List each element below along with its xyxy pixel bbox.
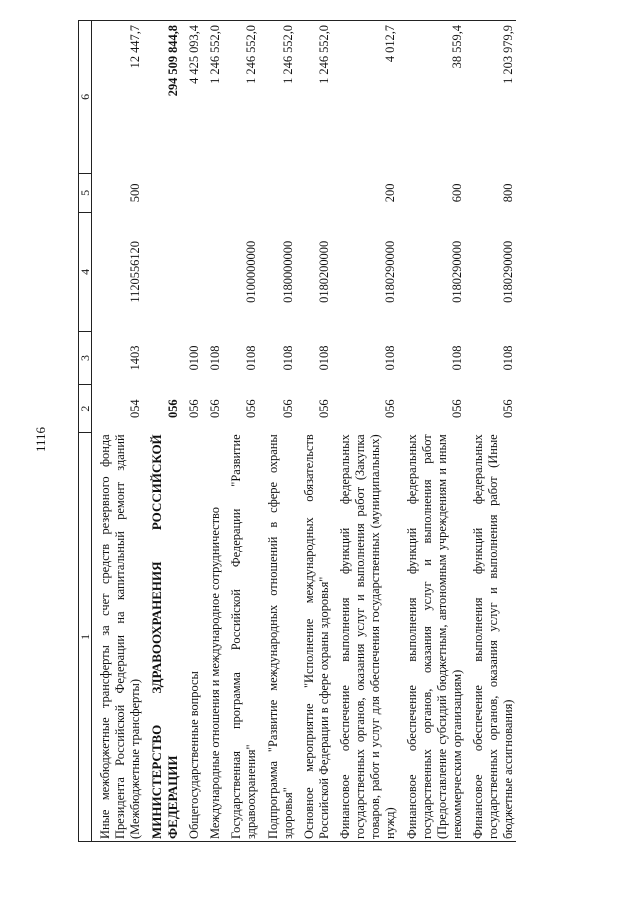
- target-article-code: 1120556120: [128, 241, 143, 303]
- section-code: 0108: [316, 345, 331, 371]
- row-name: Государственная программа Российской Федерации "Развитие здравоохранения": [223, 432, 259, 841]
- table-row: [92, 21, 144, 842]
- column-number-row: [79, 21, 92, 842]
- expense-type-code: [143, 173, 181, 212]
- target-article-code: [143, 213, 181, 331]
- expense-type-code: [296, 173, 332, 212]
- section-code: 0108: [244, 345, 259, 371]
- row-name: Иные межбюджетные трансферты за счет средств резервного фонда Президента Российской Федерации на капитальный ремонт зданий (Межбюджетные трансферты): [92, 432, 144, 841]
- row-amount: 1 246 552,0: [202, 21, 223, 174]
- column-number: 3: [79, 331, 92, 385]
- section-code: 0108: [280, 345, 295, 371]
- row-name: Общегосударственные вопросы: [181, 432, 202, 841]
- section-code: 0108: [208, 345, 223, 371]
- expense-type-code: 600: [449, 183, 464, 203]
- row-amount: 12 447,7: [92, 21, 144, 174]
- expense-type-code: [202, 173, 223, 212]
- table-row: [223, 21, 259, 842]
- row-amount: 4 012,7: [332, 21, 399, 174]
- section-code: [143, 331, 181, 385]
- row-amount: 1 246 552,0: [296, 21, 332, 174]
- ministry-code: 056: [244, 399, 259, 418]
- row-amount: 1 246 552,0: [223, 21, 259, 174]
- column-number: 4: [79, 213, 92, 331]
- column-number: 1: [79, 432, 92, 841]
- row-amount: 38 559,4: [399, 21, 466, 174]
- target-article-code: 0180000000: [280, 240, 295, 303]
- section-code: 0100: [187, 345, 202, 371]
- row-amount: 4 425 093,4: [181, 21, 202, 174]
- row-name: Финансовое обеспечение выполнения функций федеральных государственных органов, оказания услуг и выполнения работ (Закупка товаров, работ и услуг для обеспечения государственных (муниципальных) нужд): [332, 432, 399, 841]
- table-row: [260, 21, 296, 842]
- row-amount: 1 246 552,0: [260, 21, 296, 174]
- ministry-code: 054: [128, 399, 143, 418]
- expense-type-code: 500: [128, 183, 143, 203]
- ministry-code: 056: [501, 399, 516, 418]
- row-name: Подпрограмма "Развитие международных отношений в сфере охраны здоровья": [260, 432, 296, 841]
- rotated-table-frame: [45, 0, 640, 903]
- target-article-code: 0180290000: [449, 240, 464, 303]
- budget-table: [78, 20, 516, 842]
- table-row: [202, 21, 223, 842]
- target-article-code: 0180200000: [316, 240, 331, 303]
- expense-type-code: 200: [383, 183, 398, 203]
- section-code: 0108: [383, 345, 398, 371]
- table-row: [399, 21, 466, 842]
- ministry-code: 056: [383, 399, 398, 418]
- ministry-code: 056: [449, 399, 464, 418]
- column-number: 6: [79, 21, 92, 174]
- row-amount: 294 509 844,8: [143, 21, 181, 174]
- table-row: [143, 21, 181, 842]
- row-name: Финансовое обеспечение выполнения функций федеральных государственных органов, оказания услуг и выполнения работ (Иные бюджетные ассигнования): [465, 432, 516, 841]
- ministry-code: 056: [208, 399, 223, 418]
- target-article-code: [181, 213, 202, 331]
- target-article-code: 0100000000: [244, 240, 259, 303]
- expense-type-code: 800: [501, 183, 516, 203]
- row-amount: 1 203 979,9: [465, 21, 516, 174]
- section-code: 0108: [449, 345, 464, 371]
- table-row: [465, 21, 516, 842]
- table-row: [296, 21, 332, 842]
- column-number: 5: [79, 173, 92, 212]
- table-row: [332, 21, 399, 842]
- target-article-code: [202, 213, 223, 331]
- ministry-code: 056: [316, 399, 331, 418]
- row-name: Основное мероприятие "Исполнение международных обязательств Российской Федерации в сфере охраны здоровья": [296, 432, 332, 841]
- row-name: МИНИСТЕРСТВО ЗДРАВООХРАНЕНИЯ РОССИЙСКОЙ ФЕДЕРАЦИИ: [143, 432, 181, 841]
- expense-type-code: [260, 173, 296, 212]
- row-name: Финансовое обеспечение выполнения функций федеральных государственных органов, оказания услуг и выполнения работ (Предоставление субсидий бюджетным, автономным учреждениям и иным некоммерческим организациям): [399, 432, 466, 841]
- ministry-code: 056: [165, 399, 180, 418]
- ministry-code: 056: [280, 399, 295, 418]
- section-code: 1403: [128, 345, 143, 371]
- page-number: 1116: [33, 426, 48, 452]
- section-code: 0108: [501, 345, 516, 371]
- column-number: 2: [79, 385, 92, 432]
- expense-type-code: [181, 173, 202, 212]
- target-article-code: 0180290000: [383, 240, 398, 303]
- expense-type-code: [223, 173, 259, 212]
- row-name: Международные отношения и международное сотрудничество: [202, 432, 223, 841]
- table-row: [181, 21, 202, 842]
- ministry-code: 056: [187, 399, 202, 418]
- target-article-code: 0180290000: [501, 240, 516, 303]
